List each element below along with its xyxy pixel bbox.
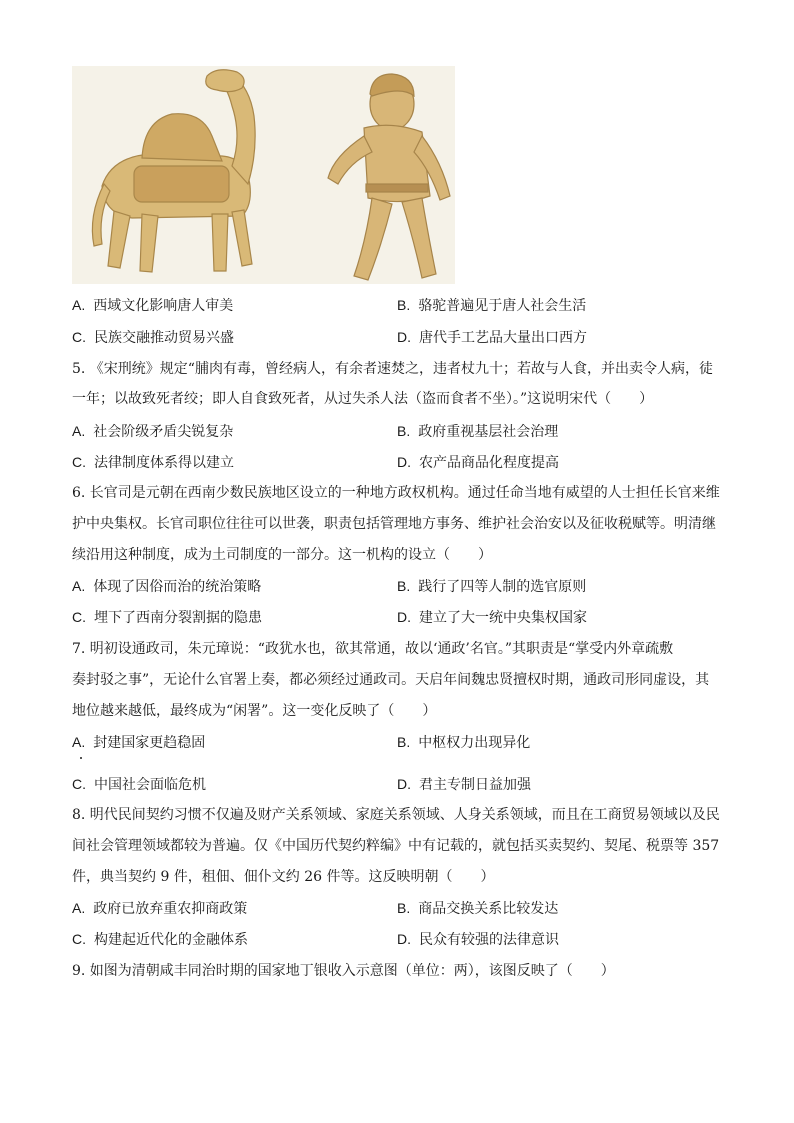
q8-option-d[interactable]: D. 民众有较强的法律意识	[397, 931, 559, 948]
q6-stem-line-2: 护中央集权。长官司职位往往可以世袭，职责包括管理地方事务、维护社会治安以及征收税赋等。明清继	[72, 516, 716, 532]
q7-option-b[interactable]: B. 中枢权力出现异化	[397, 734, 531, 751]
q4-option-d[interactable]: D. 唐代手工艺品大量出口西方	[397, 329, 587, 346]
q5-stem-line-1: 5. 《宋刑统》规定“脯肉有毒，曾经病人，有余者速焚之，违者杖九十；若故与人食，并出卖令人病，徒	[72, 361, 713, 377]
q7-stem-line-2: 奏封驳之事”，无论什么官署上奏，都必须经过通政司。天启年间魏忠贤擅权时期，通政司形同虚设，其	[72, 672, 710, 688]
q6-option-a[interactable]: A. 体现了因俗而治的统治策略	[72, 578, 262, 595]
figurines-illustration	[72, 66, 455, 284]
q8-option-a[interactable]: A. 政府已放弃重农抑商政策	[72, 900, 248, 917]
q4-option-c[interactable]: C. 民族交融推动贸易兴盛	[72, 329, 234, 346]
q8-option-b[interactable]: B. 商品交换关系比较发达	[397, 900, 559, 917]
q4-option-a[interactable]: A. 西域文化影响唐人审美	[72, 297, 234, 314]
q7-option-d[interactable]: D. 君主专制日益加强	[397, 776, 531, 793]
q5-stem-line-2: 一年；以故致死者绞；即人自食致死者，从过失杀人法（盗而食者不坐）。”这说明宋代（ ）	[72, 391, 654, 407]
tang-figurines-photo	[72, 66, 455, 284]
q7-option-c[interactable]: C. 中国社会面临危机	[72, 776, 206, 793]
stray-mark	[80, 757, 82, 759]
q7-option-a[interactable]: A. 封建国家更趋稳固	[72, 734, 206, 751]
q8-stem-line-1: 8. 明代民间契约习惯不仅遍及财产关系领域、家庭关系领域、人身关系领域，而且在工商贸易领域以及民	[72, 807, 720, 823]
q5-option-b[interactable]: B. 政府重视基层社会治理	[397, 423, 559, 440]
q6-stem-line-1: 6. 长官司是元朝在西南少数民族地区设立的一种地方政权机构。通过任命当地有威望的人士担任长官来维	[72, 485, 720, 501]
q6-option-b[interactable]: B. 践行了四等人制的选官原则	[397, 578, 587, 595]
q5-option-d[interactable]: D. 农产品商品化程度提高	[397, 454, 559, 471]
q6-option-c[interactable]: C. 埋下了西南分裂割据的隐患	[72, 609, 262, 626]
q8-stem-line-2: 间社会管理领域都较为普遍。仅《中国历代契约粹编》中有记载的，就包括买卖契约、契尾、税票等 357	[72, 838, 720, 854]
q6-option-d[interactable]: D. 建立了大一统中央集权国家	[397, 609, 587, 626]
q8-option-c[interactable]: C. 构建起近代化的金融体系	[72, 931, 248, 948]
q5-option-c[interactable]: C. 法律制度体系得以建立	[72, 454, 234, 471]
q8-stem-line-3: 件，典当契约 9 件，租佃、佃仆文约 26 件等。这反映明朝（ ）	[72, 869, 495, 885]
q7-stem-line-1: 7. 明初设通政司，朱元璋说：“政犹水也，欲其常通，故以‘通政’名官。”其职责是“掌受内外章疏敷	[72, 641, 674, 657]
q7-stem-line-3: 地位越来越低，最终成为“闲署”。这一变化反映了（ ）	[72, 703, 437, 719]
q9-stem-line-1: 9. 如图为清朝咸丰同治时期的国家地丁银收入示意图（单位：两），该图反映了（ ）	[72, 963, 615, 979]
q4-option-b[interactable]: B. 骆驼普遍见于唐人社会生活	[397, 297, 587, 314]
q6-stem-line-3: 续沿用这种制度，成为土司制度的一部分。这一机构的设立（ ）	[72, 547, 492, 563]
q5-option-a[interactable]: A. 社会阶级矛盾尖锐复杂	[72, 423, 234, 440]
